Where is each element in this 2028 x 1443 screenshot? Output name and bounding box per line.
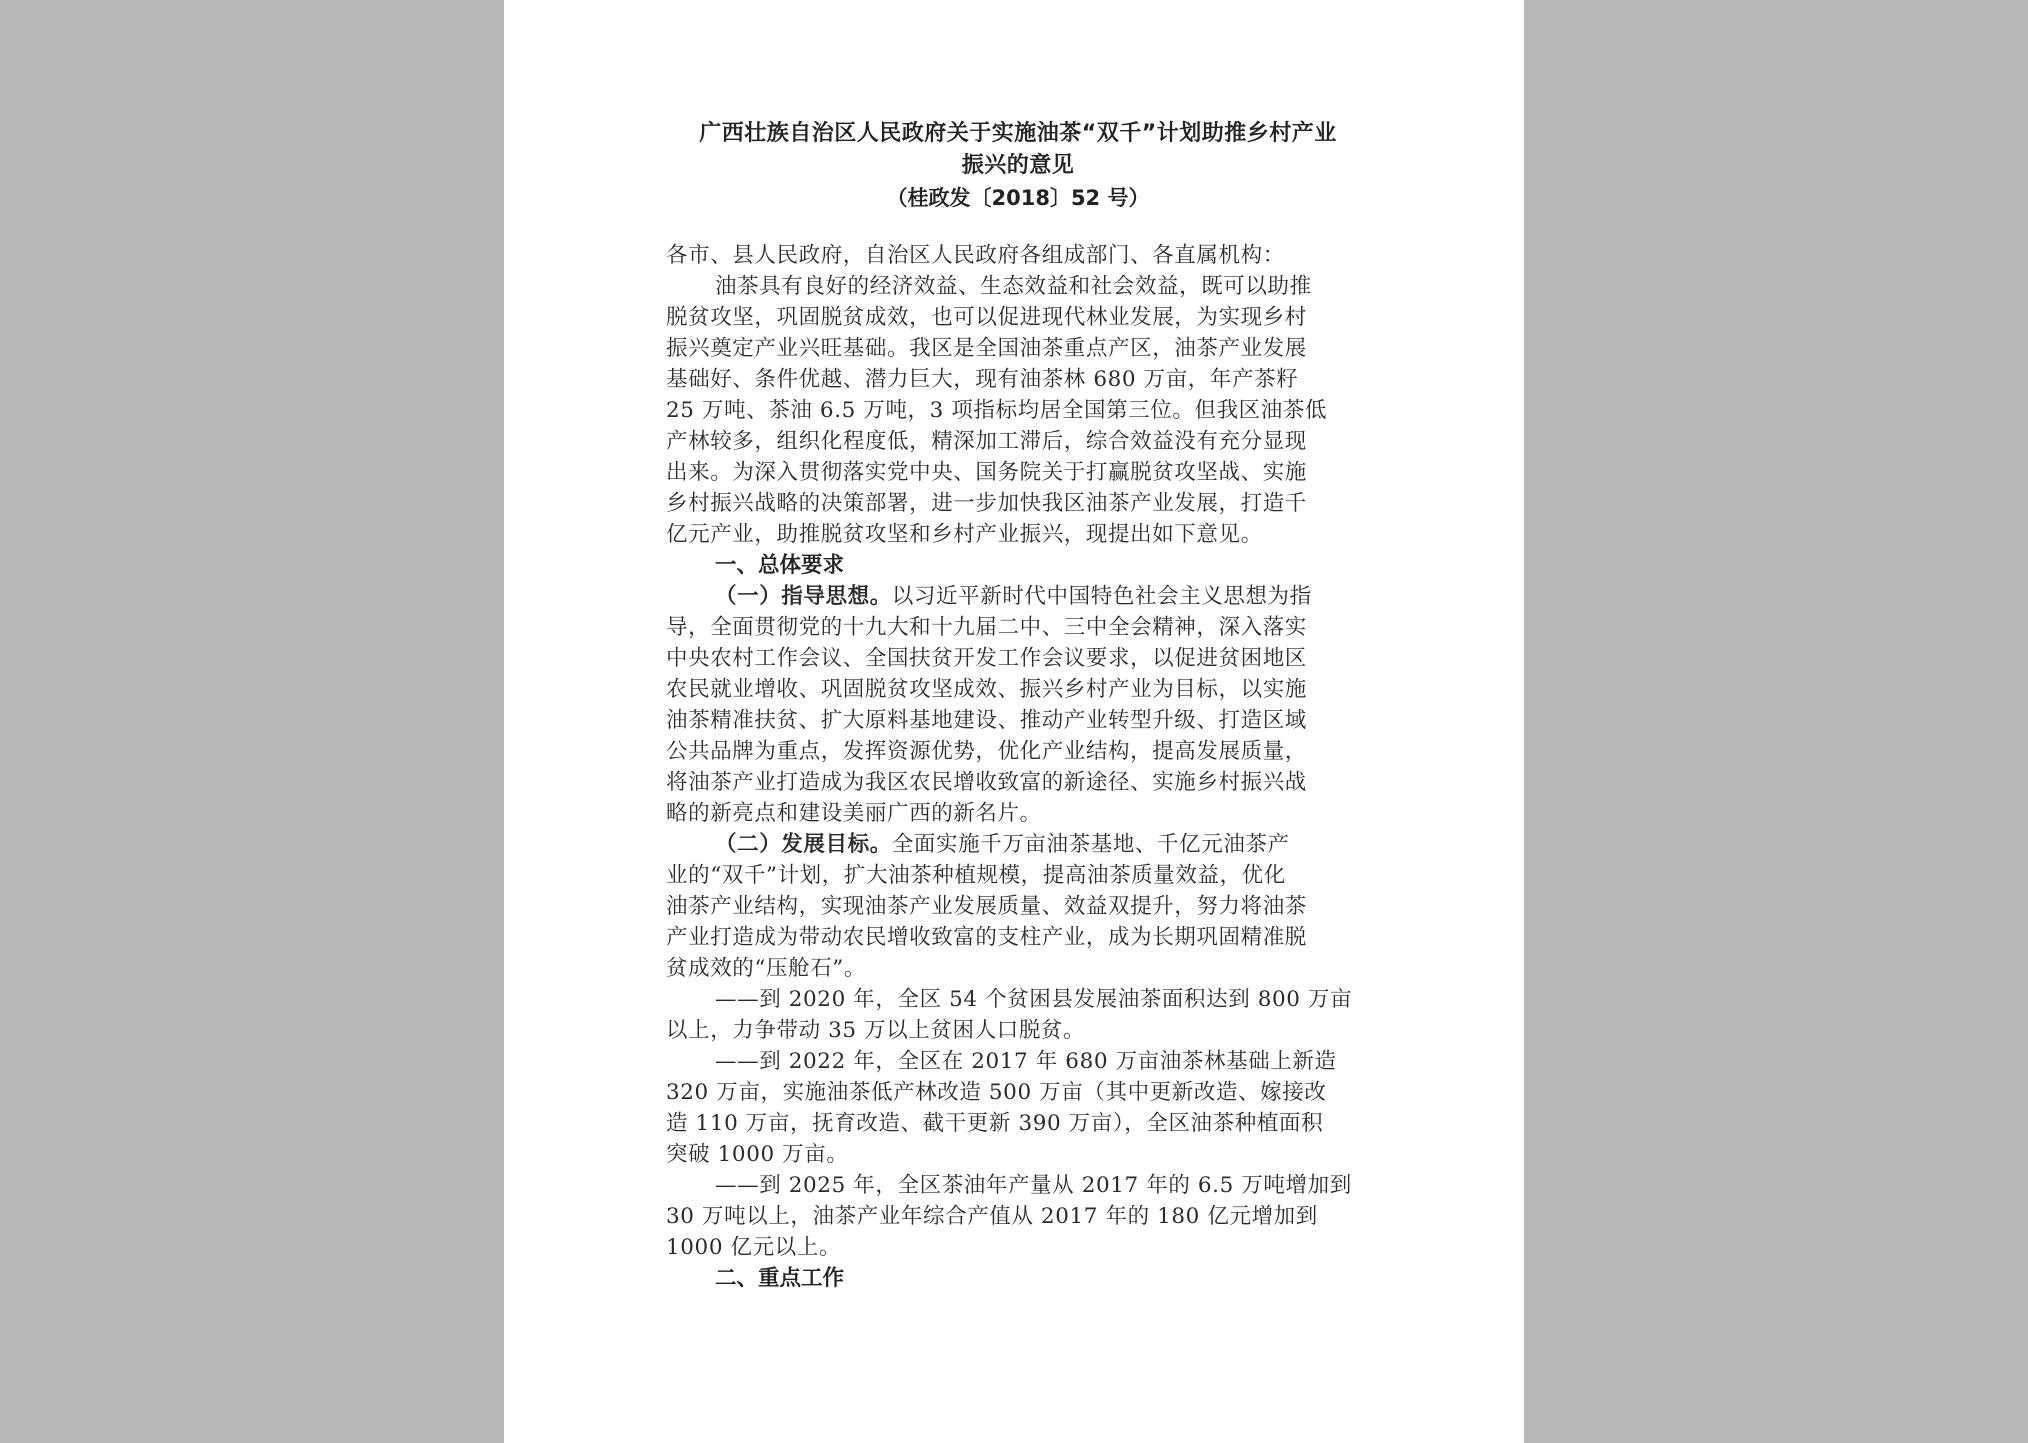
- guiding-paragraph: [666, 581, 1370, 829]
- intro-line: 脱贫攻坚，巩固脱贫成效，也可以促进现代林业发展，为实现乡村: [666, 305, 1307, 330]
- title-line-1: 广西壮族自治区人民政府关于实施油茶“双千”计划助推乡村产业: [699, 121, 1337, 146]
- target-line: 突破 1000 万亩。: [666, 1142, 849, 1167]
- goals-line: 贫成效的“压舱石”。: [666, 956, 866, 981]
- guiding-line: 导，全面贯彻党的十九大和十九届二中、三中全会精神，深入落实: [666, 615, 1307, 640]
- intro-line: 出来。为深入贯彻落实党中央、国务院关于打赢脱贫攻坚战、实施: [666, 460, 1307, 485]
- target-2020-paragraph: [666, 984, 1370, 1046]
- intro-line: 乡村振兴战略的决策部署，进一步加快我区油茶产业发展，打造千: [666, 491, 1307, 516]
- guiding-text: 以习近平新时代中国特色社会主义思想为指: [891, 584, 1312, 609]
- guiding-line: [666, 581, 1370, 612]
- document-page: [504, 0, 1524, 1443]
- goals-line: 油茶产业结构，实现油茶产业发展质量、效益双提升，努力将油茶: [666, 894, 1307, 919]
- target-line: 1000 亿元以上。: [666, 1235, 842, 1260]
- target-line: ——到 2022 年，全区在 2017 年 680 万亩油茶林基础上新造: [715, 1049, 1337, 1074]
- section-heading-2: 二、重点工作: [715, 1266, 845, 1291]
- guiding-line: 将油茶产业打造成为我区农民增收致富的新途径、实施乡村振兴战: [666, 770, 1307, 795]
- target-line: ——到 2020 年，全区 54 个贫困县发展油茶面积达到 800 万亩: [715, 987, 1353, 1012]
- guiding-line: 略的新亮点和建设美丽广西的新名片。: [666, 801, 1042, 826]
- title-line-2: 振兴的意见: [961, 153, 1075, 178]
- section-heading-1: 一、总体要求: [715, 553, 845, 578]
- intro-line: 基础好、条件优越、潜力巨大，现有油茶林 680 万亩，年产茶籽: [666, 367, 1299, 392]
- intro-line: 亿元产业，助推脱贫攻坚和乡村产业振兴，现提出如下意见。: [666, 522, 1263, 547]
- intro-paragraph: [666, 271, 1370, 550]
- guiding-line: 中央农村工作会议、全国扶贫开发工作会议要求，以促进贫困地区: [666, 646, 1307, 671]
- target-2025-paragraph: [666, 1170, 1370, 1263]
- goals-text: 全面实施千万亩油茶基地、千亿元油茶产: [891, 832, 1290, 857]
- target-line: 320 万亩，实施油茶低产林改造 500 万亩（其中更新改造、嫁接改: [666, 1080, 1327, 1105]
- goals-lead: （二）发展目标。: [715, 832, 892, 857]
- intro-line: 振兴奠定产业兴旺基础。我区是全国油茶重点产区，油茶产业发展: [666, 336, 1307, 361]
- intro-line: 产林较多，组织化程度低，精深加工滞后，综合效益没有充分显现: [666, 429, 1307, 454]
- target-line: ——到 2025 年，全区茶油年产量从 2017 年的 6.5 万吨增加到: [715, 1173, 1352, 1198]
- document-title: [666, 118, 1370, 182]
- guiding-line: 公共品牌为重点，发挥资源优势，优化产业结构，提高发展质量，: [666, 739, 1307, 764]
- guiding-lead: （一）指导思想。: [715, 584, 892, 609]
- target-line: 以上，力争带动 35 万以上贫困人口脱贫。: [666, 1018, 1086, 1043]
- target-2022-paragraph: [666, 1046, 1370, 1170]
- salutation: [666, 240, 1370, 271]
- document-number: （桂政发〔2018〕52 号）: [886, 186, 1150, 210]
- intro-line: 25 万吨、茶油 6.5 万吨，3 项指标均居全国第三位。但我区油茶低: [666, 398, 1328, 423]
- target-line: 造 110 万亩，抚育改造、截干更新 390 万亩），全区油茶种植面积: [666, 1111, 1324, 1136]
- goals-paragraph: [666, 829, 1370, 984]
- goals-line: [666, 829, 1370, 860]
- guiding-line: 油茶精准扶贫、扩大原料基地建设、推动产业转型升级、打造区域: [666, 708, 1307, 733]
- salutation-line: 各市、县人民政府，自治区人民政府各组成部门、各直属机构：: [666, 243, 1285, 268]
- document-content: [666, 118, 1370, 1294]
- goals-line: 业的“双千”计划，扩大油茶种植规模，提高油茶质量效益，优化: [666, 863, 1286, 888]
- target-line: 30 万吨以上，油茶产业年综合产值从 2017 年的 180 亿元增加到: [666, 1204, 1318, 1229]
- guiding-line: 农民就业增收、巩固脱贫攻坚成效、振兴乡村产业为目标，以实施: [666, 677, 1307, 702]
- intro-line: 油茶具有良好的经济效益、生态效益和社会效益，既可以助推: [715, 274, 1312, 299]
- goals-line: 产业打造成为带动农民增收致富的支柱产业，成为长期巩固精准脱: [666, 925, 1307, 950]
